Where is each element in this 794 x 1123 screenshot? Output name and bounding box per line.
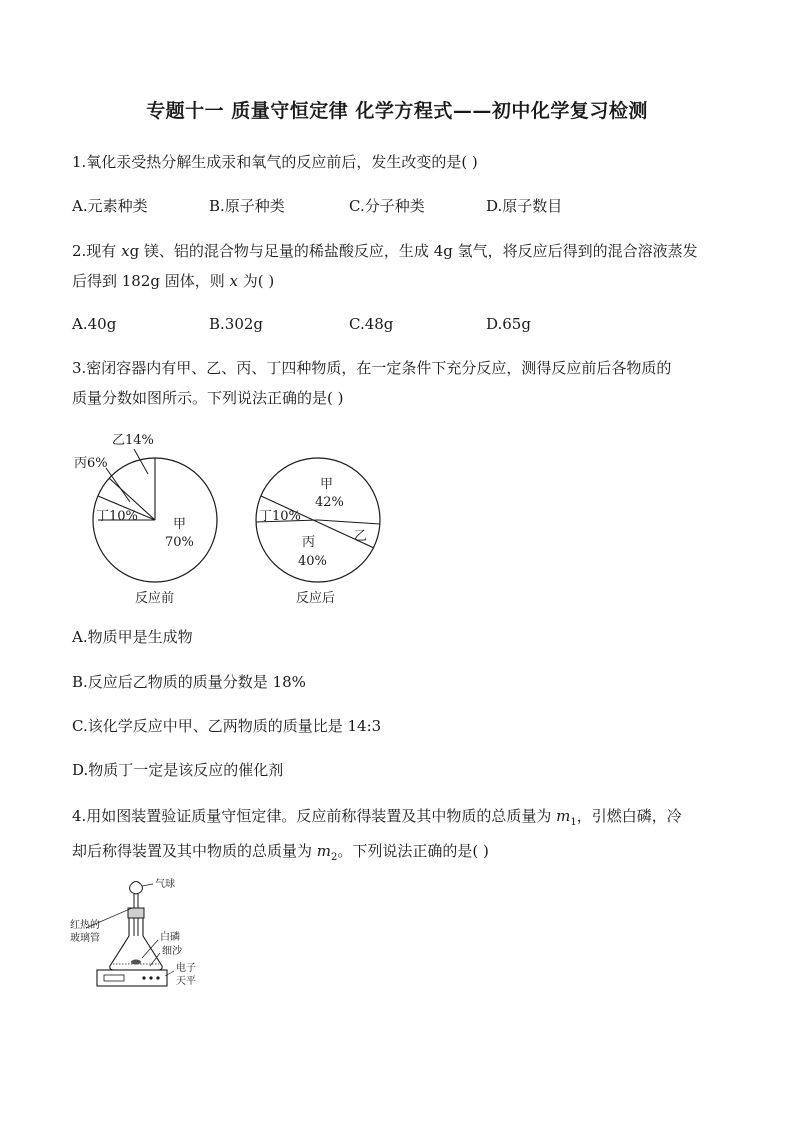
q3-option-c: C.该化学反应中甲、乙两物质的质量比是 14:3 bbox=[72, 717, 382, 735]
q4-stem-line1: 4.用如图装置验证质量守恒定律。反应前称得装置及其中物质的总质量为 $m_1$，引燃白磷，冷 bbox=[72, 807, 682, 828]
label-balance-1: 电子 bbox=[176, 963, 196, 974]
before-label-bing: 丙6% bbox=[74, 456, 108, 471]
after-label-bing-pct: 40% bbox=[298, 554, 327, 569]
q3-option-a: A.物质甲是生成物 bbox=[72, 628, 193, 646]
after-label-jia-pct: 42% bbox=[315, 495, 344, 510]
before-caption: 反应前 bbox=[135, 591, 175, 606]
label-glass-tube-1: 红热的 bbox=[70, 920, 100, 931]
after-label-bing: 丙 bbox=[302, 535, 316, 550]
q2-option-c: C.48g bbox=[349, 315, 394, 333]
q3-stem-line2: 质量分数如图所示。下列说法正确的是( ) bbox=[72, 389, 344, 407]
label-balance-2: 天平 bbox=[176, 976, 196, 987]
after-label-yi: 乙 bbox=[354, 529, 368, 544]
q2-option-d: D.65g bbox=[486, 315, 531, 333]
before-label-ding: 丁10% bbox=[96, 509, 138, 524]
page-title: 专题十一 质量守恒定律 化学方程式——初中化学复习检测 bbox=[146, 100, 648, 122]
pie-chart-after bbox=[254, 456, 386, 609]
label-phosphorus: 白磷 bbox=[160, 932, 180, 943]
before-label-yi: 乙14% bbox=[112, 433, 154, 448]
after-label-jia: 甲 bbox=[320, 477, 334, 492]
label-balloon: 气球 bbox=[155, 879, 175, 890]
before-label-jia: 甲 bbox=[173, 517, 187, 532]
after-label-ding: 丁10% bbox=[259, 509, 301, 524]
apparatus-figure bbox=[70, 878, 220, 990]
q2-stem-line2: 后得到 182g 固体，则 x 为( ) bbox=[72, 272, 275, 290]
q3-stem-line1: 3.密闭容器内有甲、乙、丙、丁四种物质，在一定条件下充分反应，测得反应前后各物质的 bbox=[72, 359, 672, 377]
label-sand: 细沙 bbox=[162, 946, 182, 957]
m1-symbol: m bbox=[556, 807, 571, 825]
before-label-jia-pct: 70% bbox=[165, 535, 194, 550]
q2-stem-line1: 2.现有 xg 镁、铝的混合物与足量的稀盐酸反应，生成 4g 氢气，将反应后得到的混合溶液蒸发 bbox=[72, 242, 698, 260]
q1-option-a: A.元素种类 bbox=[72, 197, 148, 215]
m2-symbol: m bbox=[316, 842, 332, 860]
q1-stem: 1.氧化汞受热分解生成汞和氧气的反应前后，发生改变的是( ) bbox=[72, 153, 478, 171]
label-glass-tube-2: 玻璃管 bbox=[70, 933, 100, 944]
after-caption: 反应后 bbox=[296, 591, 336, 606]
q3-option-b: B.反应后乙物质的质量分数是 18% bbox=[72, 673, 306, 691]
q3-option-d: D.物质丁一定是该反应的催化剂 bbox=[72, 761, 284, 779]
pie-chart-before bbox=[72, 424, 232, 609]
q2-option-a: A.40g bbox=[72, 315, 117, 333]
q1-option-c: C.分子种类 bbox=[349, 197, 425, 215]
q2-var-x: x bbox=[121, 242, 130, 260]
q1-option-d: D.原子数目 bbox=[486, 197, 563, 215]
q1-option-b: B.原子种类 bbox=[209, 197, 285, 215]
q4-stem-line2: 却后称得装置及其中物质的总质量为 $m_2$。下列说法正确的是( ) bbox=[72, 842, 489, 863]
q2-option-b: B.302g bbox=[209, 315, 264, 333]
